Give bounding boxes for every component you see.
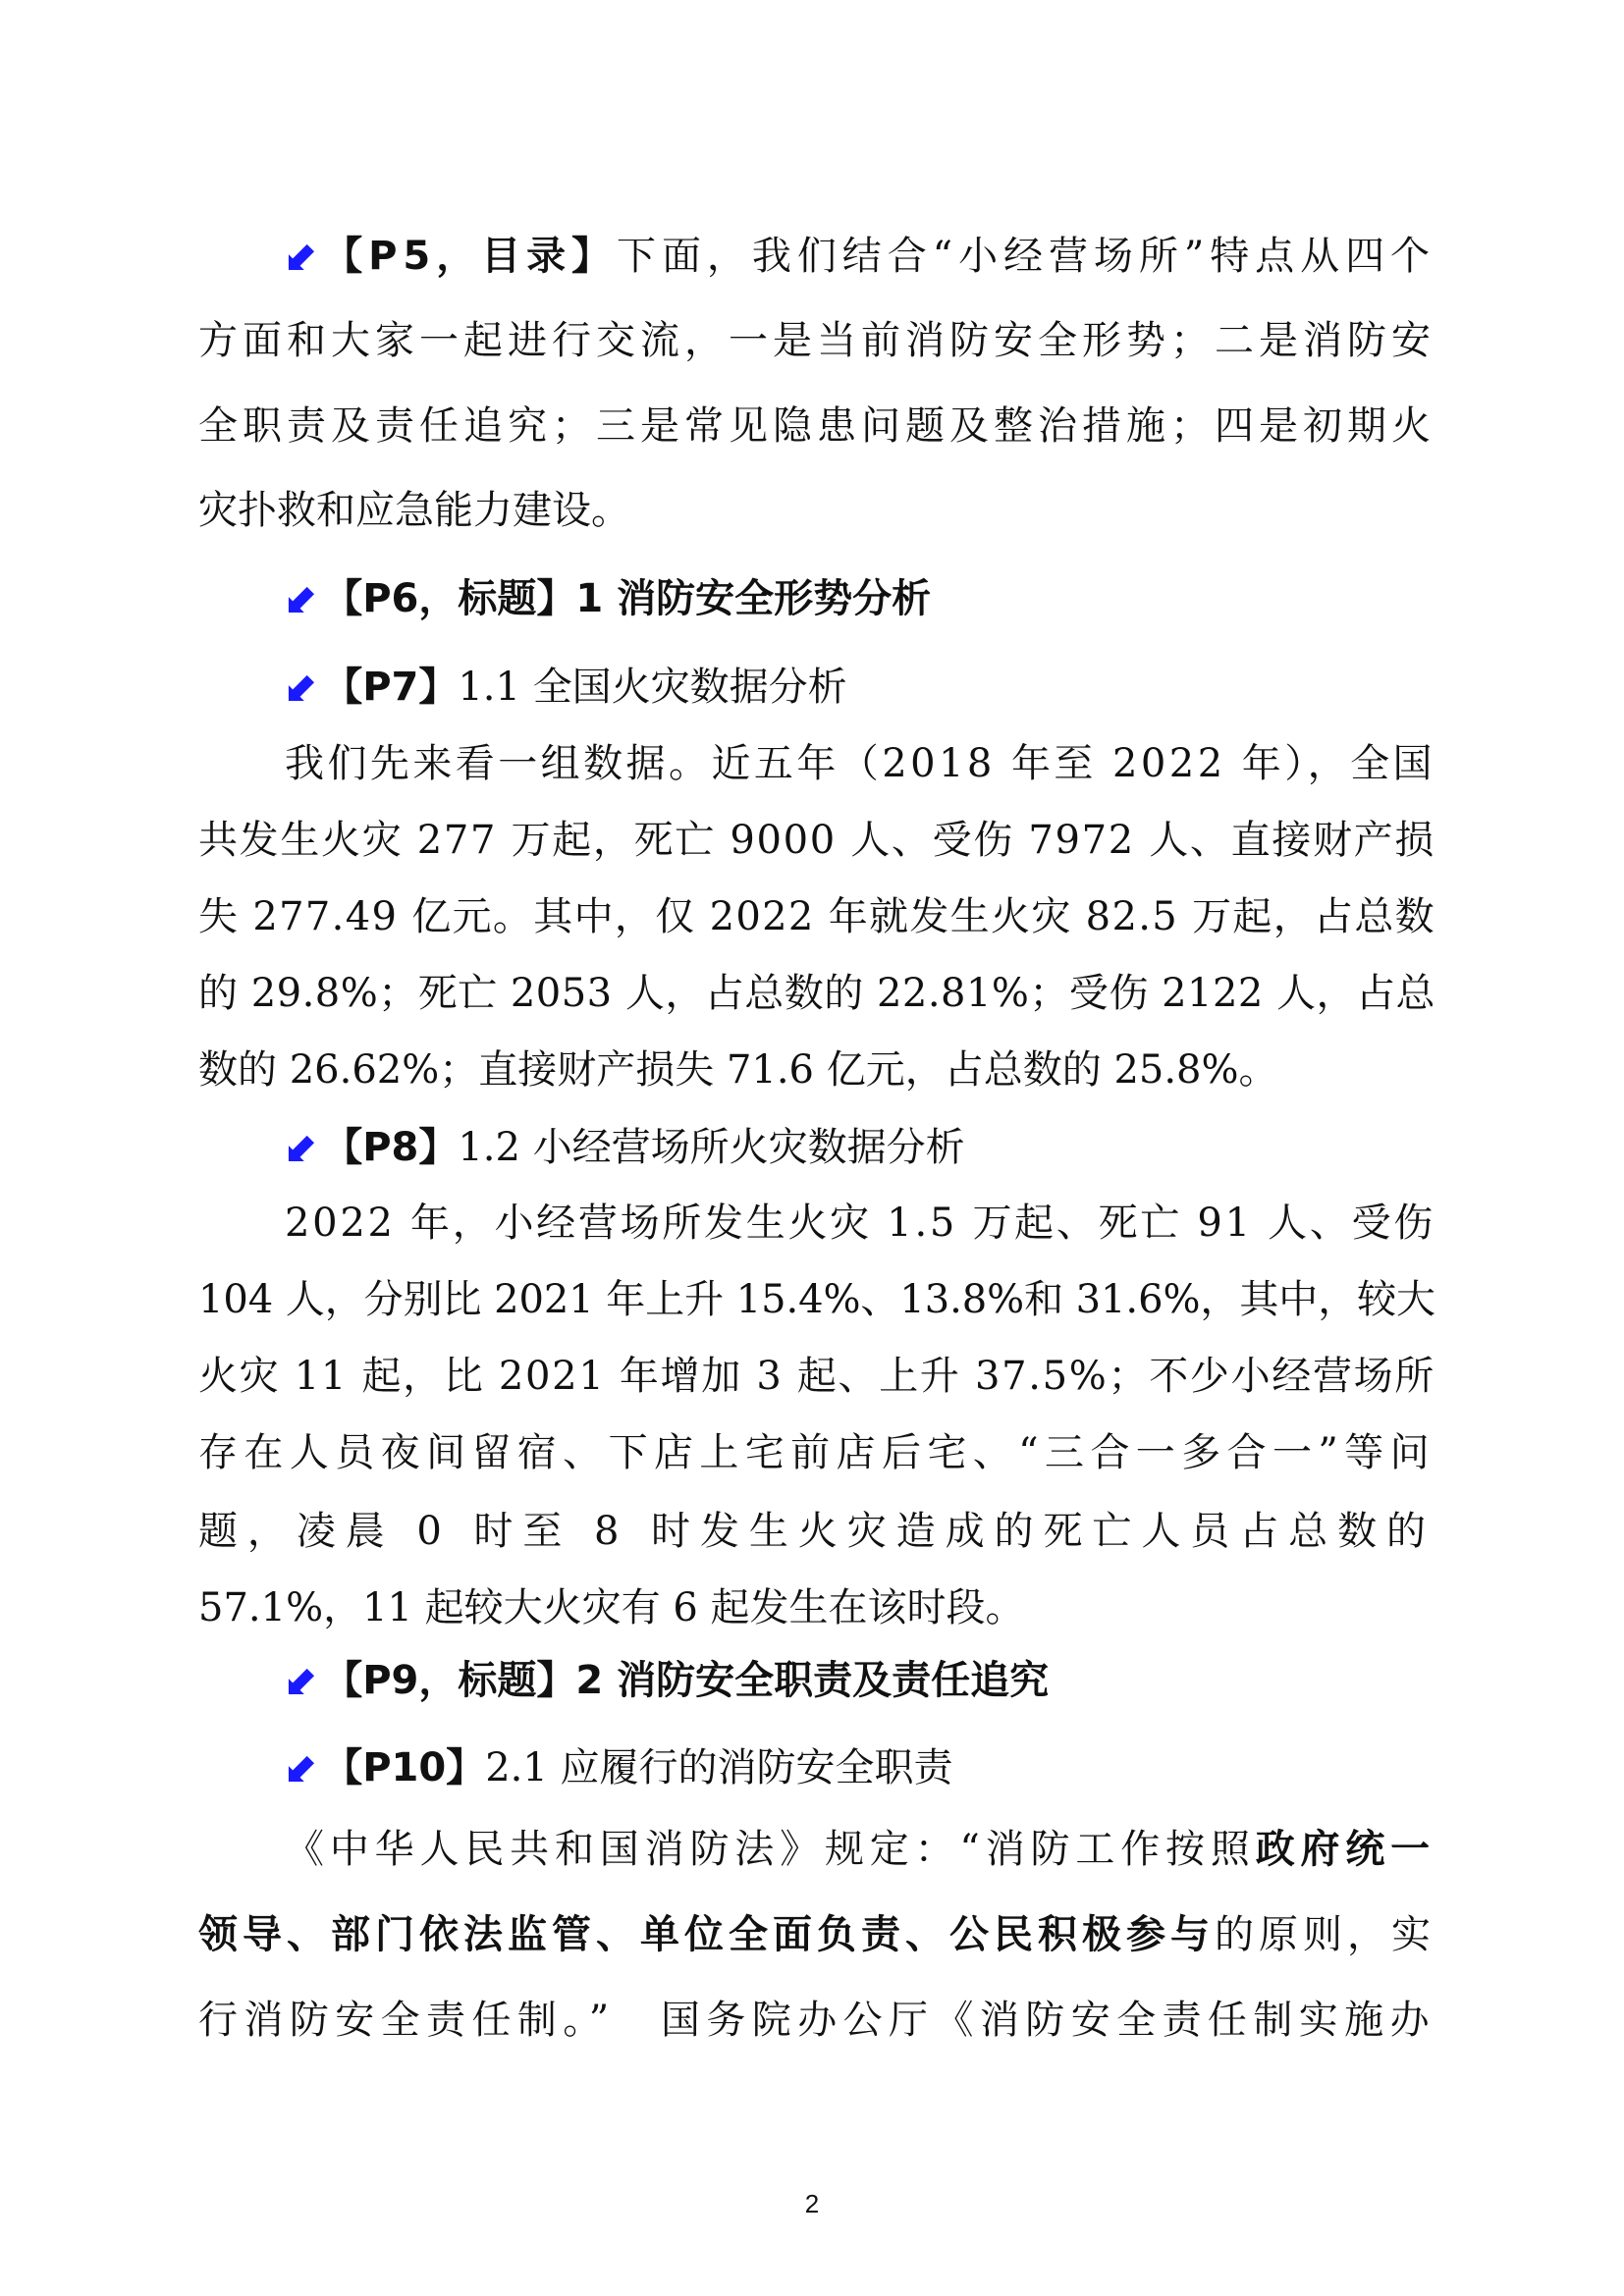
paragraph-line (285, 1824, 1435, 1875)
text: 下面，我们结合“小经营场所”特点从四个 (617, 234, 1435, 279)
paragraph-line (198, 1351, 1435, 1402)
bold-text: 【P8】 (323, 1125, 459, 1170)
paragraph-line (285, 738, 1435, 789)
paragraph-line (198, 1274, 1435, 1325)
bold-text: 领导、部门依法监管、单位全面负责、公民积极参与 (198, 1912, 1215, 1957)
section-heading (285, 1121, 965, 1173)
text: 共发生火灾 277 万起，死亡 9000 人、受伤 7972 人、直接财产损 (198, 818, 1435, 863)
section-heading (285, 572, 931, 624)
section-heading (285, 661, 847, 713)
text: 2022 年，小经营场所发生火灾 1.5 万起、死亡 91 人、受伤 (285, 1201, 1435, 1246)
text: 1.1 全国火灾数据分析 (458, 665, 847, 710)
text: 我们先来看一组数据。近五年（2018 年至 2022 年），全国 (285, 741, 1435, 786)
paragraph-line (198, 400, 1435, 452)
text: 《中华人民共和国消防法》规定：“消防工作按照 (285, 1827, 1256, 1872)
text: 1.2 小经营场所火灾数据分析 (458, 1125, 965, 1170)
bold-text: 政府统一 (1255, 1827, 1436, 1872)
paragraph-line (198, 1044, 1278, 1095)
text: 104 人，分别比 2021 年上升 15.4%、13.8%和 31.6%，其中，较大 (198, 1277, 1435, 1322)
arrow-down-left-icon: ⬋ (285, 662, 320, 710)
text: 存在人员夜间留宿、下店上宅前店后宅、“三合一多合一”等问 (198, 1430, 1435, 1475)
paragraph-line (198, 1995, 1435, 2046)
paragraph-line (198, 1506, 1435, 1557)
bold-text: 【P7】 (323, 665, 459, 710)
paragraph-line (198, 1427, 1435, 1478)
paragraph-line (198, 1909, 1435, 1960)
bold-text: 【P5，目录】 (323, 234, 618, 279)
paragraph-line (198, 891, 1435, 942)
text: 题，凌晨 0 时至 8 时发生火灾造成的死亡人员占总数的 (198, 1509, 1435, 1554)
paragraph-line (198, 315, 1435, 366)
text: 的原则，实 (1215, 1912, 1435, 1957)
paragraph-line (198, 485, 630, 536)
text: 的 29.8%；死亡 2053 人，占总数的 22.81%；受伤 2122 人，占总 (198, 971, 1435, 1016)
paragraph-line (285, 1198, 1435, 1249)
text: 2.1 应履行的消防安全职责 (485, 1745, 953, 1790)
paragraph-line (198, 968, 1435, 1019)
paragraph-line (198, 815, 1435, 866)
text: 灾扑救和应急能力建设。 (198, 488, 630, 533)
arrow-down-left-icon: ⬋ (285, 573, 320, 621)
text: 行消防安全责任制。” 国务院办公厅《消防安全责任制实施办 (198, 1998, 1435, 2043)
arrow-down-left-icon: ⬋ (285, 231, 320, 279)
bold-text: 【P10】 (323, 1745, 486, 1790)
arrow-down-left-icon: ⬋ (285, 1122, 320, 1170)
text: 数的 26.62%；直接财产损失 71.6 亿元，占总数的 25.8%。 (198, 1047, 1278, 1093)
page-number: 2 (804, 2189, 820, 2218)
paragraph-line (198, 1582, 1025, 1633)
text: 失 277.49 亿元。其中，仅 2022 年就发生火灾 82.5 万起，占总数 (198, 894, 1435, 939)
text: 方面和大家一起进行交流，一是当前消防安全形势；二是消防安 (198, 318, 1435, 363)
arrow-down-left-icon: ⬋ (285, 1655, 320, 1703)
bold-text: 【P9，标题】2 消防安全职责及责任追究 (323, 1658, 1050, 1703)
text: 57.1%，11 起较大火灾有 6 起发生在该时段。 (198, 1585, 1025, 1630)
bold-text: 【P6，标题】1 消防安全形势分析 (323, 576, 932, 621)
section-heading (285, 230, 1435, 282)
arrow-down-left-icon: ⬋ (285, 1742, 320, 1790)
text: 全职责及责任追究；三是常见隐患问题及整治措施；四是初期火 (198, 403, 1435, 449)
section-heading (285, 1654, 1049, 1706)
section-heading (285, 1741, 953, 1793)
text: 火灾 11 起，比 2021 年增加 3 起、上升 37.5%；不少小经营场所 (198, 1354, 1435, 1399)
